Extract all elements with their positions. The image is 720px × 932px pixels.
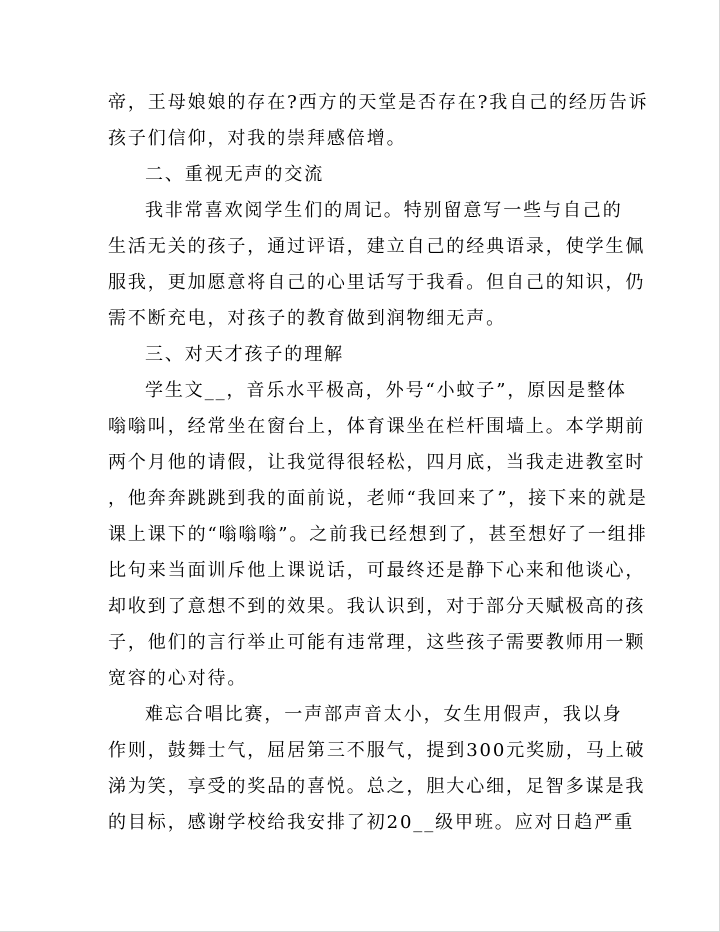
text-line: 两个月他的请假，让我觉得很轻松，四月底，当我走进教室时 <box>108 452 646 473</box>
text-line: 作则，鼓舞士气，屈居第三不服气，提到300元奖励，马上破 <box>108 740 646 761</box>
text-line: 子，他们的言行举止可能有违常理，这些孩子需要教师用一颗 <box>108 632 646 653</box>
text-line: 宽容的心对待。 <box>108 668 248 689</box>
text-line: 服我，更加愿意将自己的心里话写于我看。但自己的知识，仍 <box>108 272 646 293</box>
text-line: 的目标，感谢学校给我安排了初20__级甲班。应对日趋严重 <box>108 812 635 833</box>
text-line: ，他奔奔跳跳到我的面前说，老师“我回来了”，接下来的就是 <box>108 488 648 509</box>
text-line: 生活无关的孩子，通过评语，建立自己的经典语录，使学生佩 <box>108 236 646 257</box>
text-line: 需不断充电，对孩子的教育做到润物细无声。 <box>108 308 506 329</box>
text-line: 孩子们信仰，对我的崇拜感倍增。 <box>108 128 407 149</box>
text-line: 课上课下的“嗡嗡嗡”。之前我已经想到了，甚至想好了一组排 <box>108 524 648 545</box>
paragraph-start: 我非常喜欢阅学生们的周记。特别留意写一些与自己的 <box>145 200 623 221</box>
text-line: 嗡嗡叫，经常坐在窗台上，体育课坐在栏杆围墙上。本学期前 <box>108 416 646 437</box>
paragraph-start: 难忘合唱比赛，一声部声音太小，女生用假声，我以身 <box>145 704 623 725</box>
text-line: 帝，王母娘娘的存在?西方的天堂是否存在?我自己的经历告诉 <box>108 92 649 113</box>
paragraph-start: 学生文__，音乐水平极高，外号“小蚊子”，原因是整体 <box>145 380 627 401</box>
text-line: 比句来当面训斥他上课说话，可最终还是静下心来和他谈心， <box>108 560 646 581</box>
section-heading: 二、重视无声的交流 <box>145 164 325 185</box>
text-line: 却收到了意想不到的效果。我认识到，对于部分天赋极高的孩 <box>108 596 646 617</box>
text-line: 涕为笑，享受的奖品的喜悦。总之，胆大心细，足智多谋是我 <box>108 776 646 797</box>
section-heading: 三、对天才孩子的理解 <box>145 344 344 365</box>
